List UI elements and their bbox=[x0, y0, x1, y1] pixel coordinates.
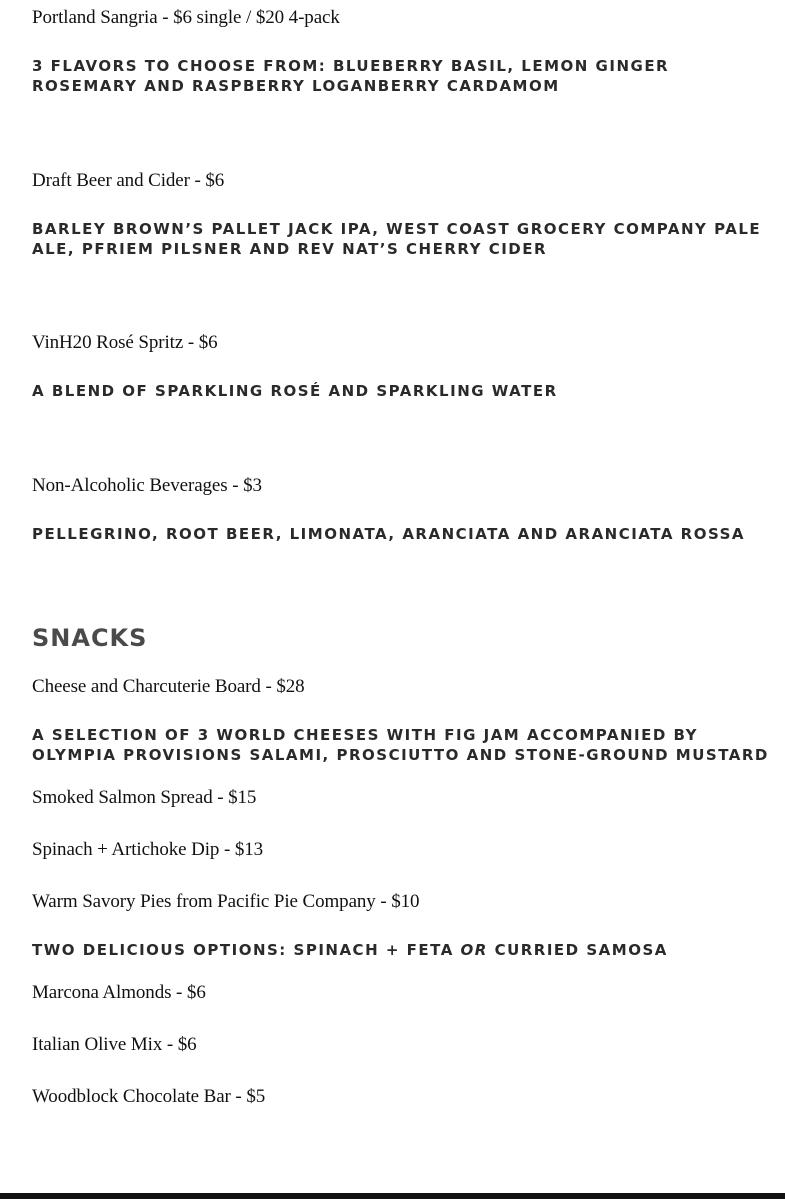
description-emphasis: OR bbox=[460, 941, 488, 959]
item-description-savory-pies bbox=[32, 940, 772, 960]
item-description-cheese-charcuterie: A SELECTION OF 3 WORLD CHEESES WITH FIG JAM ACCOMPANIED BY OLYMPIA PROVISIONS SALAMI, PROSCIUTTO AND STONE-GROUND MUSTARD bbox=[32, 726, 769, 764]
section-heading-snacks: SNACKS bbox=[32, 624, 148, 652]
item-description-rose-spritz: A BLEND OF SPARKLING ROSÉ AND SPARKLING WATER bbox=[32, 382, 558, 400]
item-name-portland-sangria: Portland Sangria - $6 single / $20 4-pack bbox=[32, 7, 340, 28]
item-description-draft-beer-cider: BARLEY BROWN’S PALLET JACK IPA, WEST COAST GROCERY COMPANY PALE ALE, PFRIEM PILSNER AND REV NAT’S CHERRY CIDER bbox=[32, 220, 762, 258]
item-name-cheese-charcuterie: Cheese and Charcuterie Board - $28 bbox=[32, 676, 305, 697]
footer-divider bbox=[0, 1193, 785, 1199]
description-text: TWO DELICIOUS OPTIONS: SPINACH + FETA bbox=[32, 941, 461, 959]
item-name-olive-mix: Italian Olive Mix - $6 bbox=[32, 1034, 197, 1055]
item-description-portland-sangria: 3 FLAVORS TO CHOOSE FROM: BLUEBERRY BASIL, LEMON GINGER ROSEMARY AND RASPBERRY LOGANBERRY CARDAMOM bbox=[32, 57, 670, 95]
item-name-smoked-salmon: Smoked Salmon Spread - $15 bbox=[32, 787, 257, 808]
item-name-chocolate-bar: Woodblock Chocolate Bar - $5 bbox=[32, 1086, 266, 1107]
item-name-spinach-dip: Spinach + Artichoke Dip - $13 bbox=[32, 839, 264, 860]
item-description-non-alcoholic: PELLEGRINO, ROOT BEER, LIMONATA, ARANCIATA AND ARANCIATA ROSSA bbox=[32, 525, 746, 543]
description-text: CURRIED SAMOSA bbox=[487, 941, 668, 959]
item-name-draft-beer-cider: Draft Beer and Cider - $6 bbox=[32, 170, 225, 191]
item-name-rose-spritz: VinH20 Rosé Spritz - $6 bbox=[32, 332, 218, 353]
item-name-non-alcoholic: Non-Alcoholic Beverages - $3 bbox=[32, 475, 262, 496]
item-name-marcona-almonds: Marcona Almonds - $6 bbox=[32, 982, 206, 1003]
item-name-savory-pies: Warm Savory Pies from Pacific Pie Company - $10 bbox=[32, 891, 420, 912]
